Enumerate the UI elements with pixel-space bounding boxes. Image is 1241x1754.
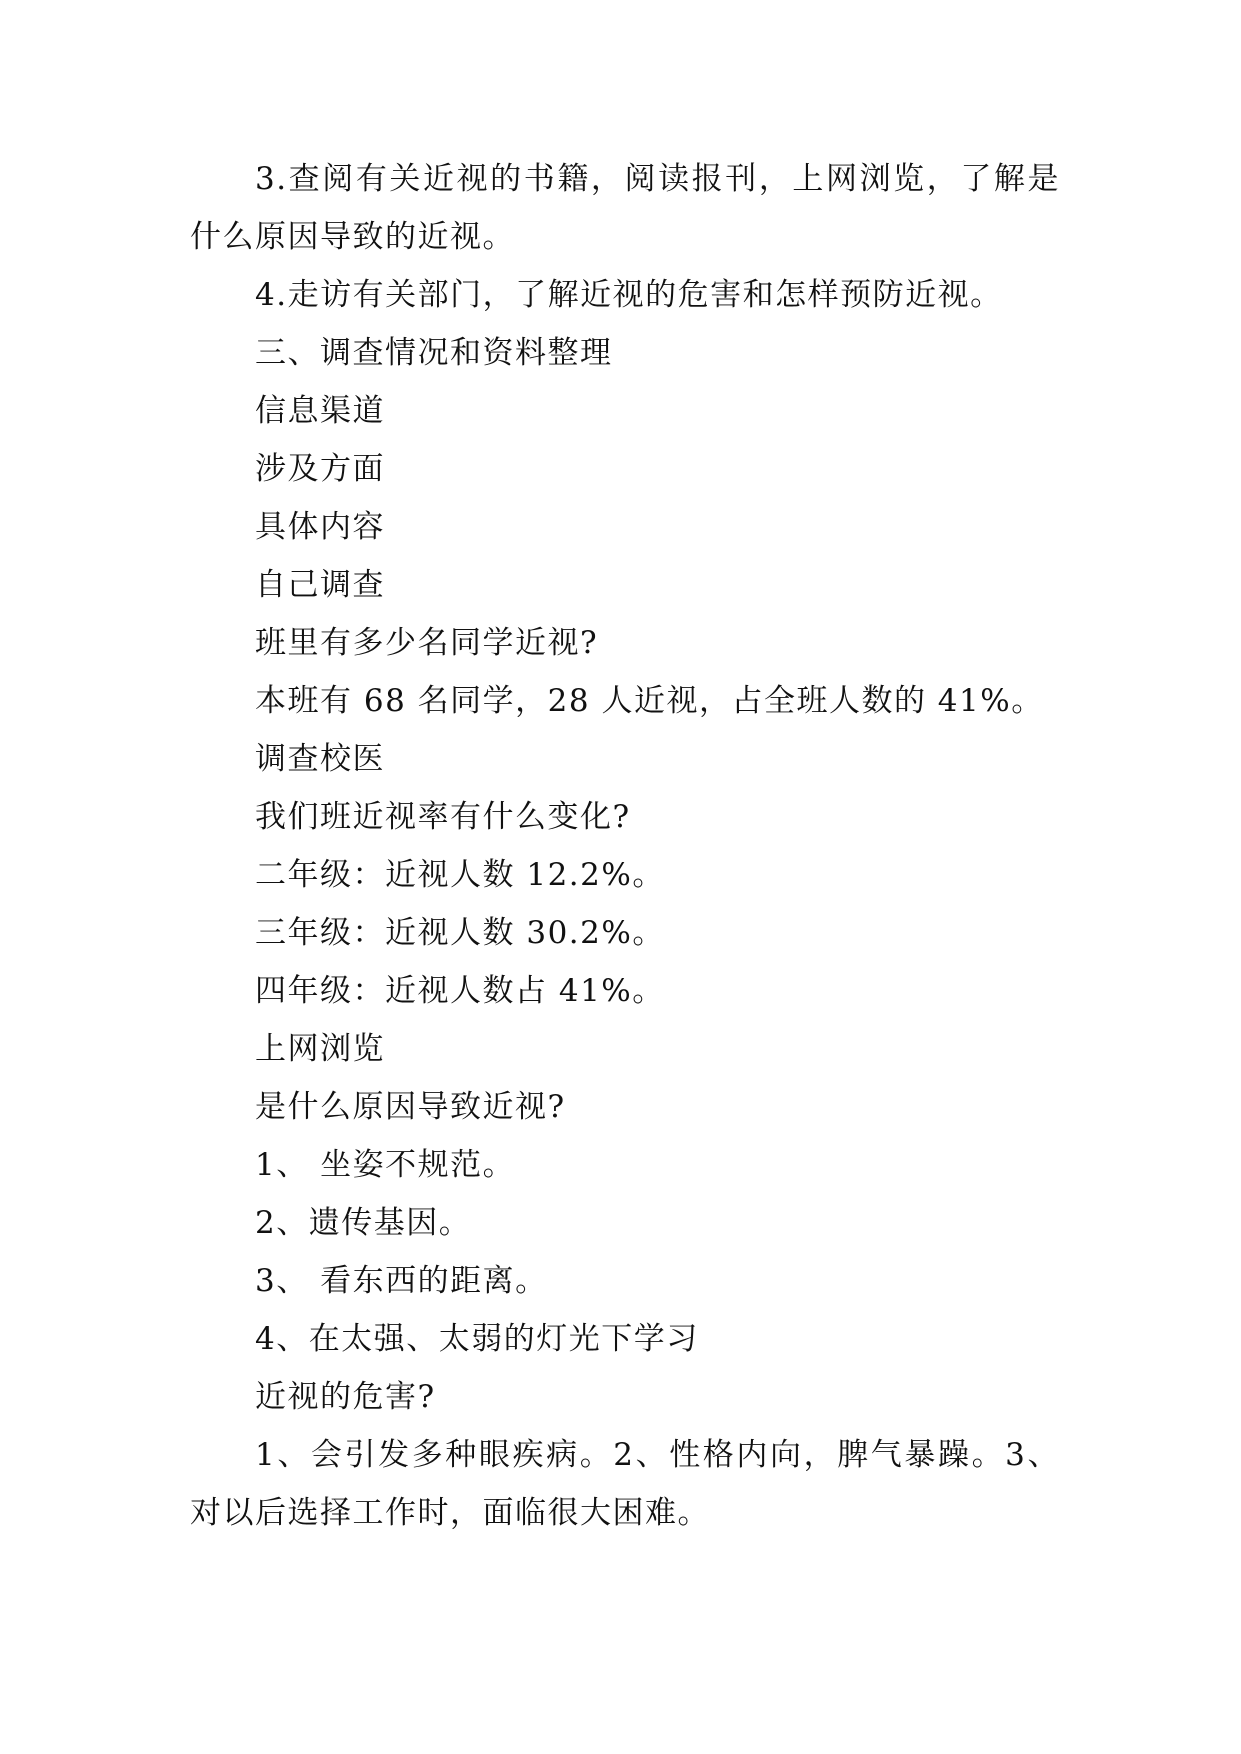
grade-three-rate: 三年级：近视人数 30.2%。 xyxy=(255,915,665,951)
cause-item-1: 1、 坐姿不规范。 xyxy=(255,1147,516,1183)
label-school-doctor: 调查校医 xyxy=(255,741,385,777)
label-aspects: 涉及方面 xyxy=(255,451,385,487)
question-myopia-rate-change: 我们班近视率有什么变化? xyxy=(255,799,631,835)
question-class-myopia-count: 班里有多少名同学近视? xyxy=(255,625,599,661)
paragraph-visit-departments: 4.走访有关部门，了解近视的危害和怎样预防近视。 xyxy=(255,277,1003,313)
cause-item-3: 3、 看东西的距离。 xyxy=(255,1263,548,1299)
label-specific-content: 具体内容 xyxy=(255,509,385,545)
label-self-survey: 自己调查 xyxy=(255,567,385,603)
answer-myopia-harms: 1、会引发多种眼疾病。2、性格内向，脾气暴躁。3、对以后选择工作时，面临很大困难。 xyxy=(190,1437,1060,1531)
question-myopia-causes: 是什么原因导致近视? xyxy=(255,1089,566,1125)
paragraph-reading-research: 3.查阅有关近视的书籍，阅读报刊，上网浏览，了解是什么原因导致的近视。 xyxy=(190,161,1060,255)
cause-item-2: 2、遗传基因。 xyxy=(255,1205,472,1241)
question-myopia-harms: 近视的危害? xyxy=(255,1379,436,1415)
label-info-channel: 信息渠道 xyxy=(255,393,385,429)
answer-class-myopia-count: 本班有 68 名同学，28 人近视，占全班人数的 41%。 xyxy=(255,683,1044,719)
grade-two-rate: 二年级：近视人数 12.2%。 xyxy=(255,857,665,893)
section-heading-survey: 三、调查情况和资料整理 xyxy=(255,335,613,371)
label-online-browse: 上网浏览 xyxy=(255,1031,385,1067)
grade-four-rate: 四年级：近视人数占 41%。 xyxy=(255,973,665,1009)
cause-item-4: 4、在太强、太弱的灯光下学习 xyxy=(255,1321,699,1357)
